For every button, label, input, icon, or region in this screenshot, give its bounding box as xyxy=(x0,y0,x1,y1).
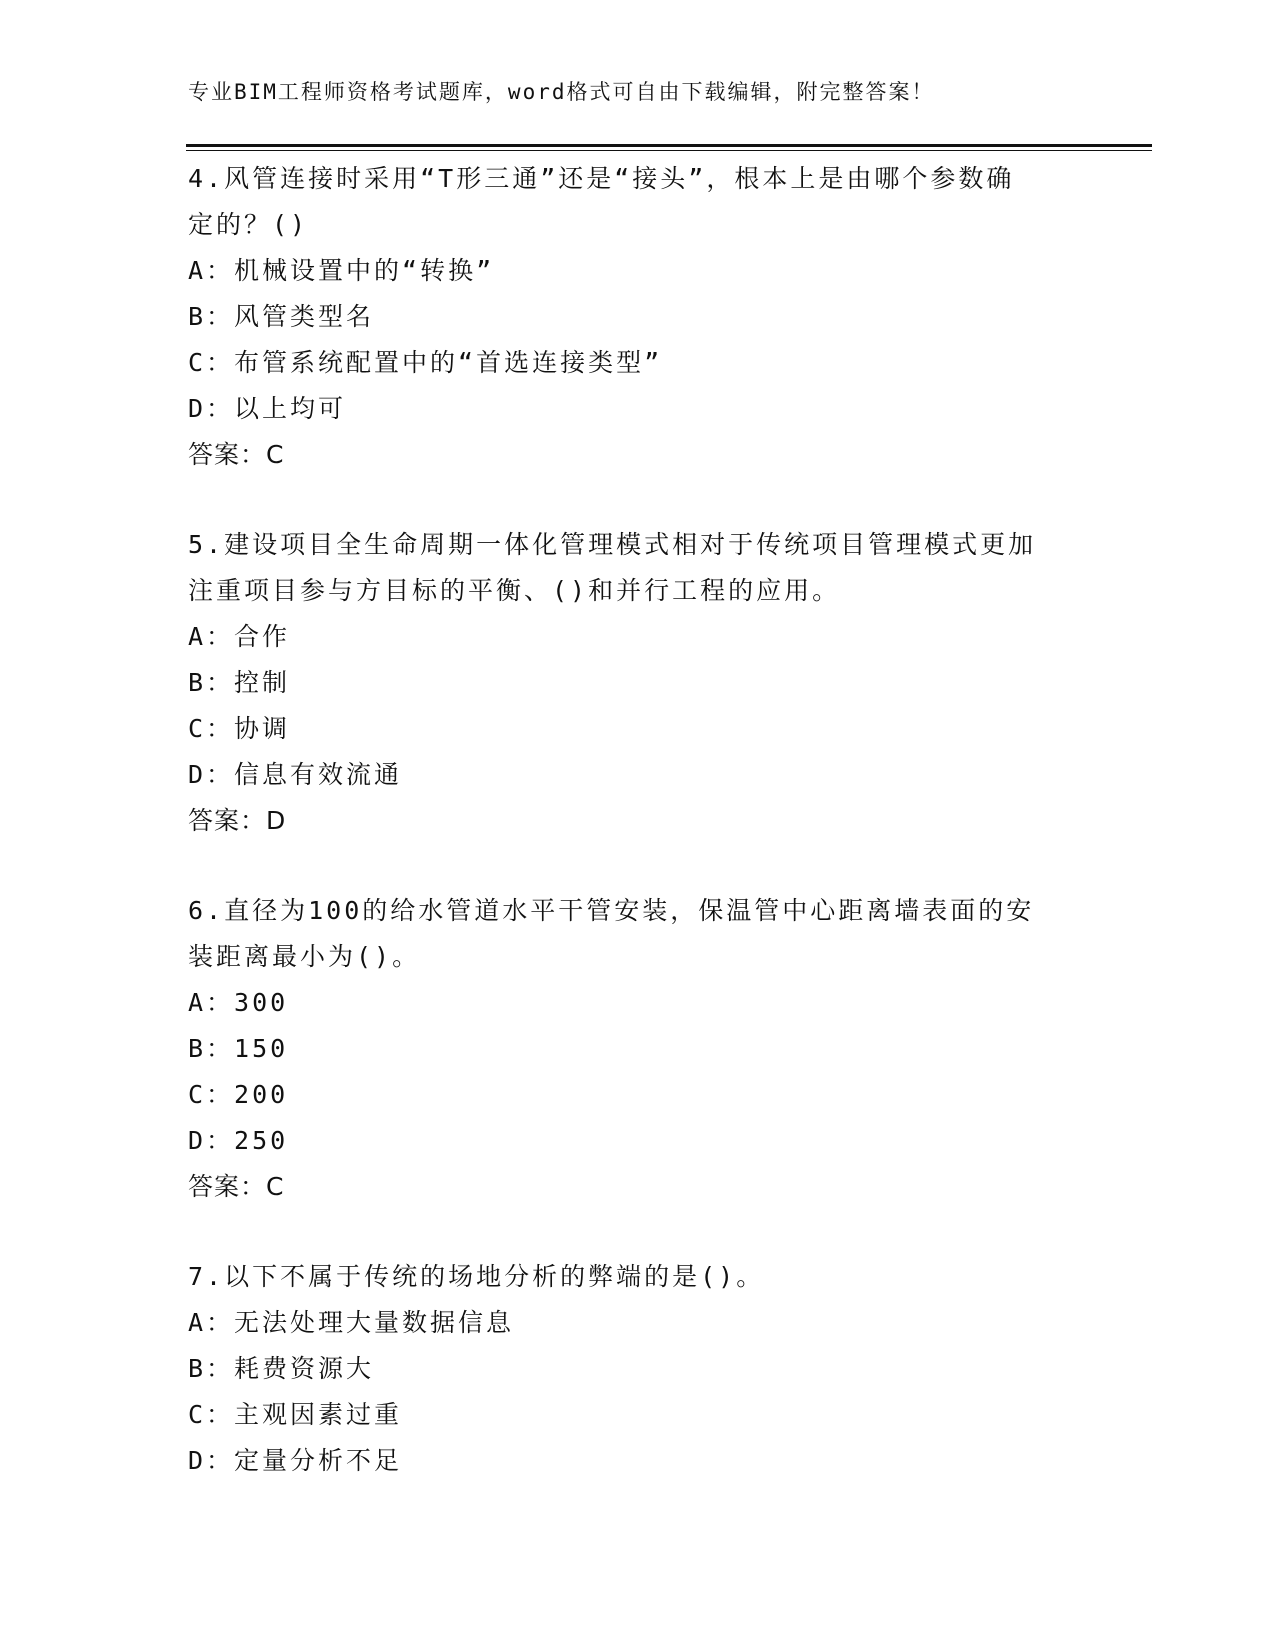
question-stem: 4.风管连接时采用“T形三通”还是“接头”，根本上是由哪个参数确 xyxy=(188,164,1015,193)
option-c: C：200 xyxy=(188,1080,289,1109)
question-stem: 注重项目参与方目标的平衡、()和并行工程的应用。 xyxy=(188,576,841,605)
option-b: B：150 xyxy=(188,1034,289,1063)
page-header: 专业BIM工程师资格考试题库，word格式可自由下载编辑，附完整答案！ xyxy=(188,80,935,104)
question-stem: 7.以下不属于传统的场地分析的弊端的是()。 xyxy=(188,1262,765,1291)
question-block xyxy=(188,156,1088,478)
option-c: C：布管系统配置中的“首选连接类型” xyxy=(188,348,663,377)
option-a: A：300 xyxy=(188,988,289,1017)
option-a: A：机械设置中的“转换” xyxy=(188,256,495,285)
option-a: A：合作 xyxy=(188,622,291,651)
question-stem: 装距离最小为()。 xyxy=(188,942,421,971)
spacer xyxy=(188,478,1088,522)
option-b: B：耗费资源大 xyxy=(188,1354,375,1383)
answer-line: 答案：D xyxy=(188,806,287,835)
option-d: D：250 xyxy=(188,1126,289,1155)
spacer xyxy=(188,1210,1088,1254)
option-c: C：协调 xyxy=(188,714,291,743)
answer-line: 答案：C xyxy=(188,1172,285,1201)
question-list xyxy=(188,156,1088,1484)
header-rule-thick xyxy=(186,144,1152,147)
question-stem: 定的？() xyxy=(188,210,309,239)
question-stem: 6.直径为100的给水管道水平干管安装，保温管中心距离墙表面的安 xyxy=(188,896,1035,925)
question-block xyxy=(188,888,1088,1210)
option-a: A：无法处理大量数据信息 xyxy=(188,1308,515,1337)
option-d: D：信息有效流通 xyxy=(188,760,403,789)
answer-line: 答案：C xyxy=(188,440,285,469)
option-c: C：主观因素过重 xyxy=(188,1400,403,1429)
spacer xyxy=(188,844,1088,888)
question-block xyxy=(188,1254,1088,1484)
question-stem: 5.建设项目全生命周期一体化管理模式相对于传统项目管理模式更加 xyxy=(188,530,1037,559)
option-d: D：定量分析不足 xyxy=(188,1446,403,1475)
question-block xyxy=(188,522,1088,844)
option-b: B：风管类型名 xyxy=(188,302,375,331)
option-d: D：以上均可 xyxy=(188,394,347,423)
header-rule-thin xyxy=(186,150,1152,151)
option-b: B：控制 xyxy=(188,668,291,697)
